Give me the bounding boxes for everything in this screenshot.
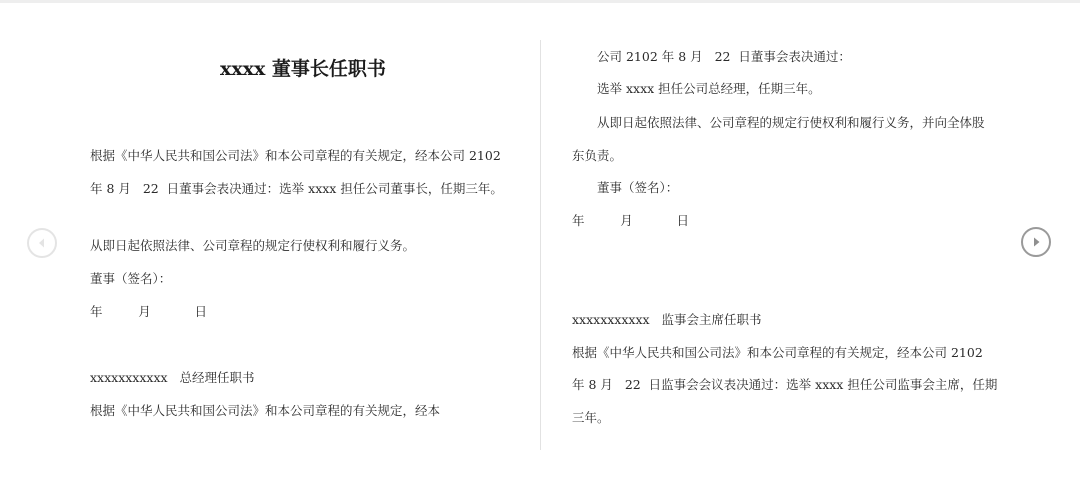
date-line: 年 月 日 bbox=[90, 304, 207, 319]
paragraph-line: 根据《中华人民共和国公司法》和本公司章程的有关规定，经本公司 2102 bbox=[90, 148, 501, 163]
paragraph-line: 根据《中华人民共和国公司法》和本公司章程的有关规定，经本公司 2102 bbox=[572, 345, 983, 360]
paragraph-line: 根据《中华人民共和国公司法》和本公司章程的有关规定，经本 bbox=[90, 403, 441, 418]
paragraph-line: 公司 2102 年 8 月 22 日董事会表决通过： bbox=[597, 49, 851, 64]
paragraph-line: 年 8 月 22 日董事会表决通过：选举 xxxx 担任公司董事长，任期三年。 bbox=[90, 181, 503, 196]
paragraph-line: 东负责。 bbox=[572, 148, 623, 163]
chevron-right-icon bbox=[1030, 236, 1042, 248]
section-heading: xxxxxxxxxxx 监事会主席任职书 bbox=[572, 312, 762, 327]
date-line: 年 月 日 bbox=[572, 213, 689, 228]
paragraph-line: 选举 xxxx 担任公司总经理，任期三年。 bbox=[597, 81, 821, 96]
paragraph-line: 年 8 月 22 日监事会会议表决通过：选举 xxxx 担任公司监事会主席，任期 bbox=[572, 377, 998, 392]
signature-label: 董事（签名）： bbox=[90, 271, 172, 286]
document-title: xxxx 董事长任职书 bbox=[220, 58, 386, 80]
paragraph-line: 三年。 bbox=[572, 410, 610, 425]
next-page-button[interactable] bbox=[1021, 227, 1051, 257]
paragraph-line: 从即日起依照法律、公司章程的规定行使权利和履行义务，并向全体股 bbox=[597, 115, 985, 130]
section-heading: xxxxxxxxxxx 总经理任职书 bbox=[90, 370, 255, 385]
right-page bbox=[541, 0, 1080, 486]
paragraph-line: 从即日起依照法律、公司章程的规定行使权利和履行义务。 bbox=[90, 238, 416, 253]
signature-label: 董事（签名）： bbox=[597, 180, 679, 195]
prev-page-button[interactable] bbox=[27, 228, 57, 258]
chevron-left-icon bbox=[36, 237, 48, 249]
